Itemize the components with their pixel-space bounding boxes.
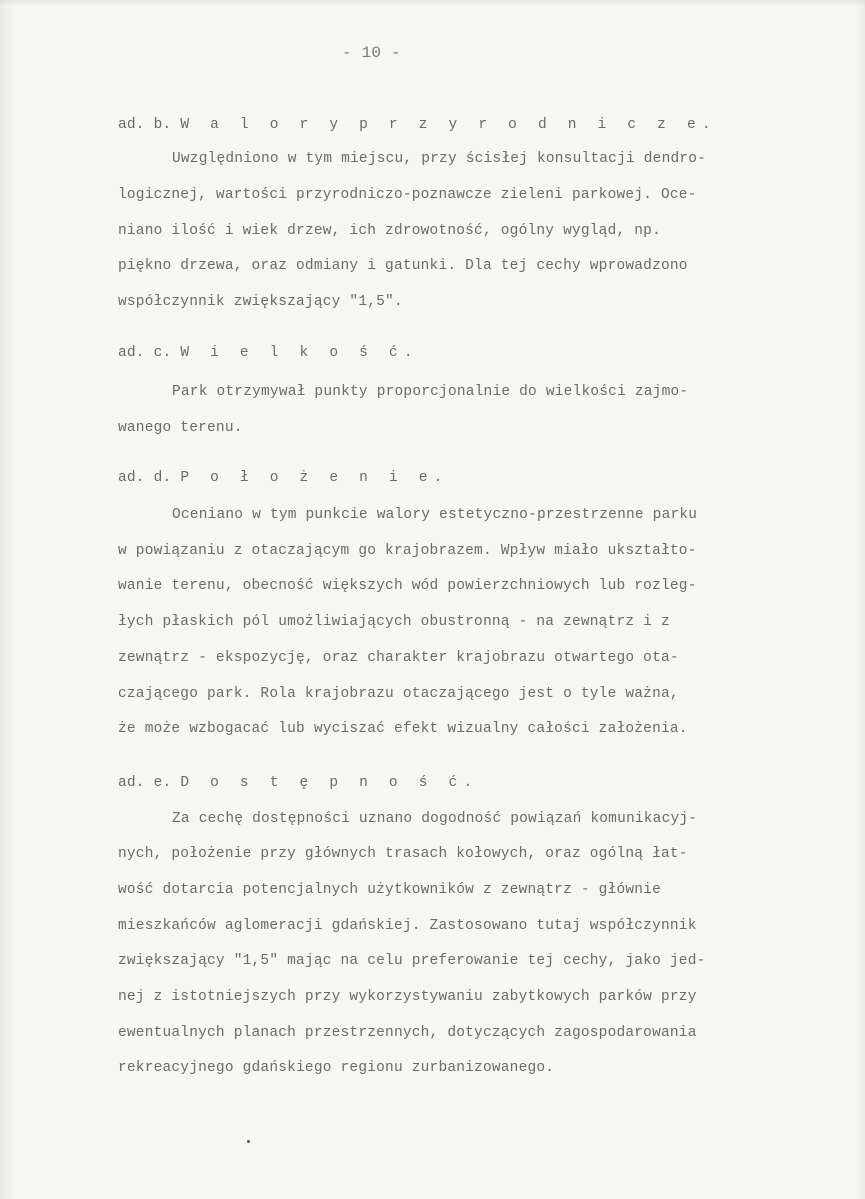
section-e-heading	[118, 775, 478, 791]
section-b-line-2: logicznej, wartości przyrodniczo-poznawcze zieleni parkowej. Oce-	[118, 187, 697, 203]
section-b-title: W a l o r y p r z y r o d n i c z e.	[180, 117, 717, 133]
section-b-prefix: ad. b.	[118, 117, 181, 133]
section-e-line-4: mieszkańców aglomeracji gdańskiej. Zastosowano tutaj współczynnik	[118, 918, 697, 934]
section-d-line-6: czającego park. Rola krajobrazu otaczającego jest o tyle ważna,	[118, 686, 679, 702]
section-b-heading	[118, 117, 717, 133]
section-e-line-3: wość dotarcia potencjalnych użytkowników z zewnątrz - głównie	[118, 882, 661, 898]
section-d-heading	[118, 470, 449, 486]
section-b-line-1: Uwzględniono w tym miejscu, przy ścisłej konsultacji dendro-	[172, 151, 707, 167]
section-c-heading	[118, 345, 419, 361]
page-edge-shadow	[0, 0, 865, 6]
ink-speck	[247, 1140, 250, 1143]
section-e-line-8: rekreacyjnego gdańskiego regionu zurbanizowanego.	[118, 1060, 555, 1076]
section-e-title: D o s t ę p n o ś ć.	[180, 775, 479, 791]
section-d-line-7: że może wzbogacać lub wyciszać efekt wizualny całości założenia.	[118, 721, 688, 737]
section-e-line-6: nej z istotniejszych przy wykorzystywaniu zabytkowych parków przy	[118, 989, 697, 1005]
section-c-title: W i e l k o ś ć.	[180, 345, 419, 361]
section-c-line-1: Park otrzymywał punkty proporcjonalnie do wielkości zajmo-	[172, 384, 689, 400]
section-e-prefix: ad. e.	[118, 775, 181, 791]
page-number: - 10 -	[342, 44, 401, 62]
section-d-prefix: ad. d.	[118, 470, 181, 486]
section-b-line-4: piękno drzewa, oraz odmiany i gatunki. Dla tej cechy wprowadzono	[118, 258, 688, 274]
section-b-line-3: niano ilość i wiek drzew, ich zdrowotność, ogólny wygląd, np.	[118, 223, 661, 239]
section-c-line-2: wanego terenu.	[118, 420, 243, 436]
section-e-line-1: Za cechę dostępności uznano dogodność powiązań komunikacyj-	[172, 811, 698, 827]
section-e-line-2: nych, położenie przy głównych trasach kołowych, oraz ogólną łat-	[118, 846, 688, 862]
section-d-line-4: łych płaskich pól umożliwiających obustronną - na zewnątrz i z	[118, 614, 670, 630]
section-e-line-5: zwiększający "1,5" mając na celu preferowanie tej cechy, jako jed-	[118, 953, 706, 969]
section-d-line-2: w powiązaniu z otaczającym go krajobrazem. Wpływ miało ukształto-	[118, 543, 697, 559]
section-d-line-1: Oceniano w tym punkcie walory estetyczno-przestrzenne parku	[172, 507, 698, 523]
section-d-line-3: wanie terenu, obecność większych wód powierzchniowych lub rozleg-	[118, 578, 697, 594]
section-d-line-5: zewnątrz - ekspozycję, oraz charakter krajobrazu otwartego ota-	[118, 650, 679, 666]
section-b-line-5: współczynnik zwiększający "1,5".	[118, 294, 403, 310]
section-c-prefix: ad. c.	[118, 345, 181, 361]
section-e-line-7: ewentualnych planach przestrzennych, dotyczących zagospodarowania	[118, 1025, 697, 1041]
section-d-title: P o ł o ż e n i e.	[180, 470, 449, 486]
